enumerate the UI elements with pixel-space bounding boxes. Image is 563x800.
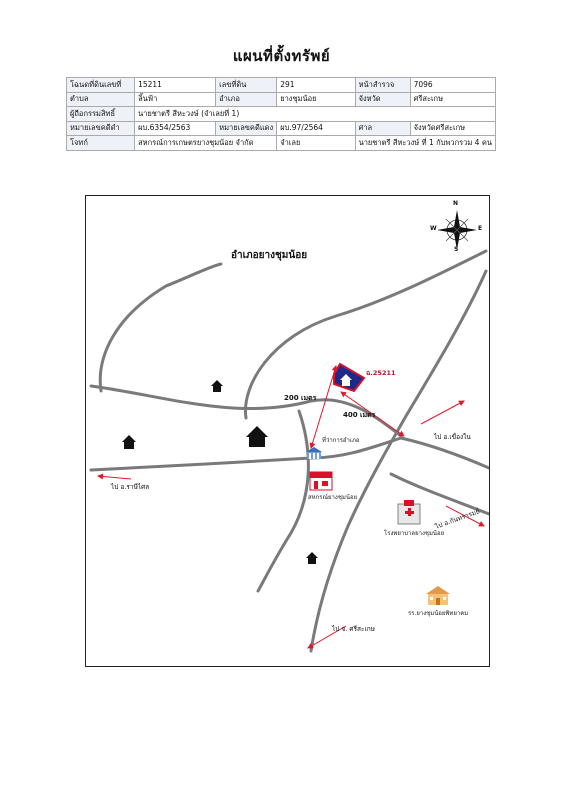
court-value: จังหวัดศรีสะเกษ [410,121,495,136]
hospital-label: โรงพยาบาลยางชุมน้อย [384,530,445,537]
info-row [67,92,496,107]
plaintiff-label: โจทก์ [67,136,135,151]
hospital-icon [398,500,420,524]
owner-value: นายชาตรี สีหะวงษ์ (จำเลยที่ 1) [135,107,496,122]
roads [91,251,489,651]
coop-store-icon [310,472,332,490]
compass-north-label: N [453,200,459,207]
owner-label: ผู้ถือกรรมสิทธิ์ [67,107,135,122]
deed-number-label: โฉนดที่ดินเลขที่ [67,78,135,93]
black-case-label: หมายเลขคดีดำ [67,121,135,136]
to-khueang-nai-arrow [421,401,464,424]
house-icon [246,426,268,447]
road [258,411,308,591]
compass-south-label: S [454,246,459,253]
house-icon [211,380,223,392]
info-row [67,121,496,136]
defendant-label: จำเลย [277,136,355,151]
black-case-value: ผบ.6354/2563 [135,121,216,136]
location-map [85,195,490,667]
info-row [67,78,496,93]
distance-200-label: 200 เมตร [284,394,317,402]
distance-400-label: 400 เมตร [343,411,376,419]
to-rasi-salai-label: ไป อ.ราษีไศล [111,483,150,491]
main-road [91,438,489,470]
page-title: แผนที่ตั้งทรัพย์ [232,47,331,65]
land-number-value: 291 [277,78,355,93]
to-khueang-nai-label: ไป อ.เขื่องใน [434,433,471,441]
property-info-table [66,77,496,151]
district-title: อำเภอยางชุมน้อย [231,250,308,261]
district-office-label: ที่ว่าการอำเภอ [322,437,360,444]
school-icon [426,586,450,605]
coop-label: สหกรณ์ยางชุมน้อย [308,494,358,501]
district-label: อำเภอ [216,92,277,107]
parcel-label: ฉ.25211 [366,369,396,377]
direction-arrows [98,366,484,648]
red-case-value: ผบ.97/2564 [277,121,355,136]
defendant-value: นายชาตรี สีหะวงษ์ ที่ 1 กับพวกรวม 4 คน [355,136,495,151]
map-canvas [86,196,489,666]
road [311,271,486,651]
compass-rose [437,210,477,250]
to-sisaket-label: ไป จ. ศรีสะเกษ [332,625,375,633]
subdistrict-label: ตำบล [67,92,135,107]
road [100,264,221,391]
province-value: ศรีสะเกษ [410,92,495,107]
survey-page-label: หน้าสำรวจ [355,78,410,93]
compass-east-label: E [478,225,483,232]
land-number-label: เลขที่ดิน [216,78,277,93]
deed-number-value: 15211 [135,78,216,93]
district-value: ยางชุมน้อย [277,92,355,107]
plaintiff-value: สหกรณ์การเกษตรยางชุมน้อย จำกัด [135,136,277,151]
info-row [67,136,496,151]
province-label: จังหวัด [355,92,410,107]
subdistrict-value: ลิ้นฟ้า [135,92,216,107]
compass-west-label: W [430,225,437,232]
to-kanthararom-label: ไป อ.กันทรารมย์ [434,507,481,531]
court-label: ศาล [355,121,410,136]
info-row [67,107,496,122]
red-case-label: หมายเลขคดีแดง [216,121,277,136]
to-rasi-salai-arrow [98,476,131,479]
road [245,251,486,418]
house-icon [306,552,318,564]
survey-page-value: 7096 [410,78,495,93]
school-label: รร.ยางชุมน้อยพิทยาคม [408,610,469,617]
house-icon [122,435,136,449]
